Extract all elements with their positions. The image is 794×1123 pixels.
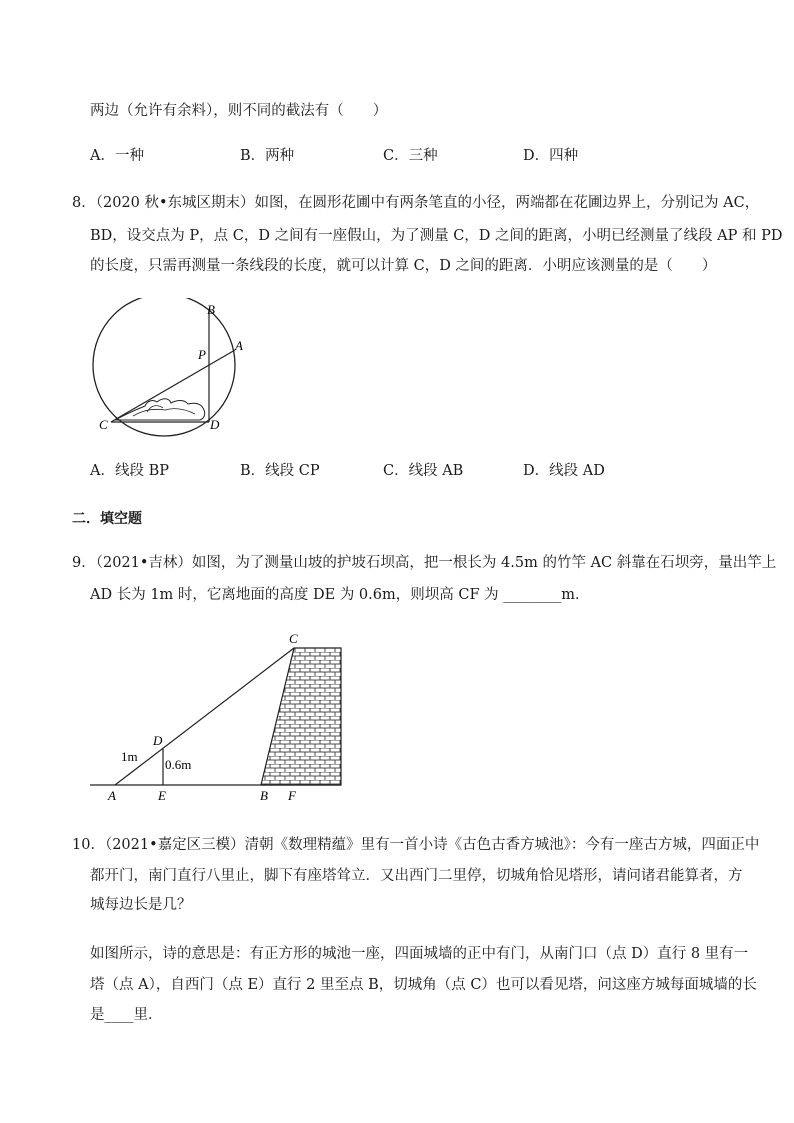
label-d: D xyxy=(210,417,220,432)
q8-option-d: D．线段 AD xyxy=(523,463,605,479)
q8-option-b: B．线段 CP xyxy=(240,463,320,479)
label-a: A xyxy=(235,338,243,353)
q8-option-a: A．线段 BP xyxy=(90,463,169,479)
label-e: E xyxy=(158,788,166,803)
q8-line-1: 8．（2020 秋•东城区期末）如图，在圆形花圃中有两条笔直的小径，两端都在花圃边界上，分别记为 AC， xyxy=(72,195,760,211)
rockery-detail xyxy=(133,409,195,416)
q7-option-c: C．三种 xyxy=(383,148,438,164)
label-c: C xyxy=(99,417,108,432)
label-0-6m: 0.6m xyxy=(165,757,192,772)
q7-option-d: D．四种 xyxy=(523,148,579,164)
q10-line-2: 都开门，南门直行八里止，脚下有座塔耸立．又出西门二里停，切城角恰见塔形，请问诸君能算者，方 xyxy=(90,868,743,884)
q8-option-c: C．线段 AB xyxy=(383,463,464,479)
label-c: C xyxy=(289,631,298,646)
label-1m: 1m xyxy=(121,749,138,764)
label-f: F xyxy=(288,788,296,803)
q9-line-2: AD 长为 1m 时，它离地面的高度 DE 为 0.6m，则坝高 CF 为 ________m． xyxy=(90,587,590,603)
label-d: D xyxy=(153,733,163,748)
q10-line-1: 10．（2021•嘉定区三模）清朝《数理精蕴》里有一首小诗《古色古香方城池》：今有一座古方城，四面正中 xyxy=(72,837,760,853)
q8-line-2: BD，设交点为 P，点 C，D 之间有一座假山，为了测量 C，D 之间的距离，小明已经测量了线段 AP 和 PD xyxy=(90,228,783,244)
q8-circle-figure xyxy=(85,298,250,438)
label-p: P xyxy=(198,347,206,362)
q9-line-1: 9．（2021•吉林）如图，为了测量山坡的护坡石坝高，把一根长为 4.5m 的竹竿 AC 斜靠在石坝旁，量出竿上 xyxy=(72,555,777,571)
q7-option-b: B．两种 xyxy=(240,148,295,164)
q7-option-a: A．一种 xyxy=(90,148,144,164)
q9-dam-figure xyxy=(85,628,355,804)
q10-line-3: 城每边长是几？ xyxy=(90,897,192,913)
q10-line-4: 如图所示，诗的意思是：有正方形的城池一座，四面城墙的正中有门，从南门口（点 D）直行 8 里有一 xyxy=(90,946,749,962)
rockery-detail-2 xyxy=(147,406,163,412)
label-b: B xyxy=(207,302,215,317)
q10-line-6: 是____里． xyxy=(90,1007,163,1023)
label-a: A xyxy=(108,788,116,803)
q10-line-5: 塔（点 A），自西门（点 E）直行 2 里至点 B，切城角（点 C）也可以看见塔，问这座方城每面城墙的长 xyxy=(90,977,757,993)
flowerbed-circle xyxy=(93,298,235,436)
path-ac xyxy=(111,350,235,422)
q8-line-3: 的长度，只需再测量一条线段的长度，就可以计算 C，D 之间的距离．小明应该测量的是（ ） xyxy=(90,258,717,274)
brick-dam xyxy=(261,648,341,785)
label-b: B xyxy=(260,788,268,803)
q7-continuation: 两边（允许有余料），则不同的截法有（ ） xyxy=(90,103,388,119)
section-heading: 二．填空题 xyxy=(72,511,142,527)
